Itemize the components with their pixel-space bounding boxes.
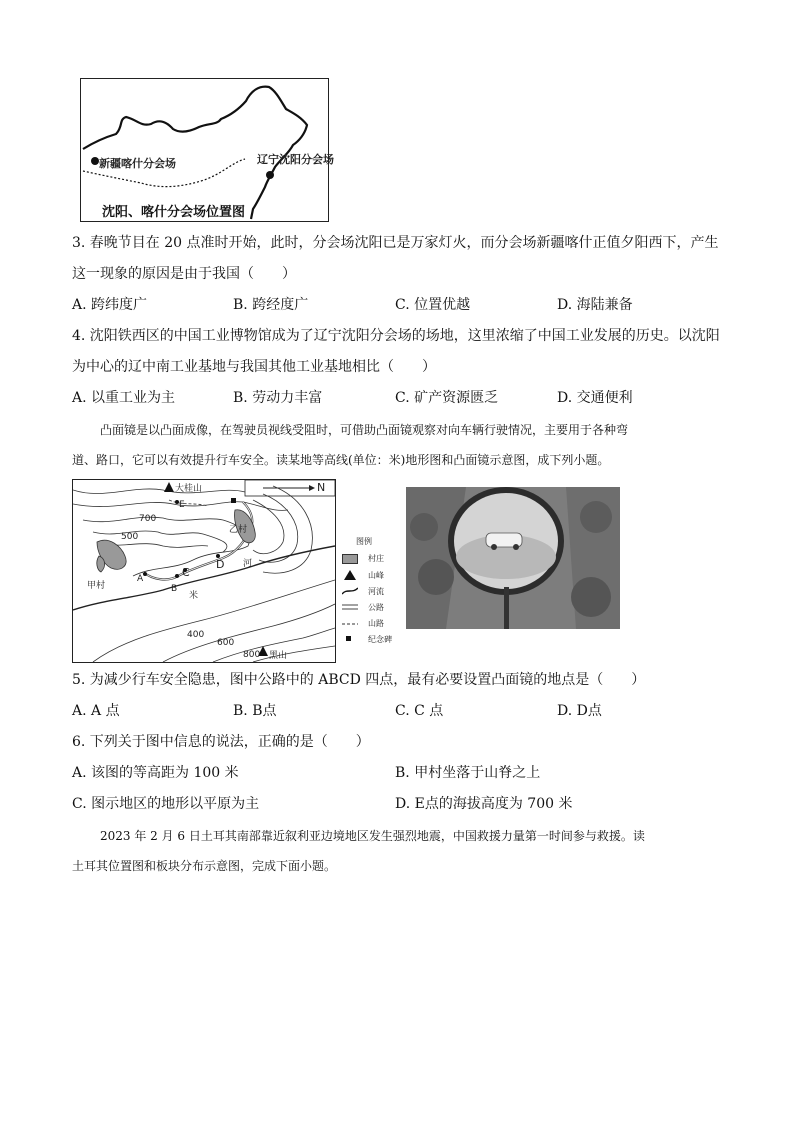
q3-option-d[interactable]: D. 海陆兼备 [557,297,633,313]
point-c-label: C [182,566,190,579]
contour-500: 500 [121,532,139,542]
contour-600: 600 [217,638,235,648]
q6-option-c[interactable]: C. 图示地区的地形以平原为主 [72,796,260,812]
legend-monument-icon [346,636,351,641]
q5-stem: 5. 为减少行车安全隐患，图中公路中的 ABCD 四点，最有必要设置凸面镜的地点是（ ） [72,672,646,688]
label-kashgar: 新疆喀什分会场 [99,157,176,170]
q6-option-d[interactable]: D. E点的海拔高度为 700 米 [395,796,573,812]
intro2-line2: 道、路口，它可以有效提升行车安全。读某地等高线(单位：米)地形图和凸面镜示意图，成下列小题。 [72,453,610,467]
legend-path-icon [342,622,358,626]
q4-option-c[interactable]: C. 矿产资源匮乏 [395,390,499,406]
legend-title: 图例 [356,537,372,546]
intro3-line1: 2023 年 2 月 6 日土耳其南部靠近叙利亚边境地区发生强烈地震，中国救援力量第一时间参与救援。读 [100,829,645,843]
q3-option-a[interactable]: A. 跨纬度广 [72,297,148,313]
q6-stem: 6. 下列关于图中信息的说法，正确的是（ ） [72,734,370,750]
contour-map [72,479,336,663]
china-outline-map [81,79,328,221]
kashgar-marker [91,157,99,165]
q5-option-c[interactable]: C. C 点 [395,703,444,719]
q6-option-a[interactable]: A. 该图的等高距为 100 米 [72,765,239,781]
label-shenyang: 辽宁沈阳分会场 [257,153,334,166]
q4-option-a[interactable]: A. 以重工业为主 [72,390,176,406]
peak-top-icon [164,482,174,492]
contour-800: 800 [243,650,261,660]
q5-option-a[interactable]: A. A 点 [72,703,120,719]
mirror-photo-illustration [406,487,620,629]
map-legend [338,536,408,660]
legend-path: 山路 [368,619,384,628]
q4-option-d[interactable]: D. 交通便利 [557,390,633,406]
q5-option-b[interactable]: B. B点 [233,703,277,719]
intro3-line2: 土耳其位置图和板块分布示意图，完成下面小题。 [72,859,337,873]
point-b-label: B [171,584,178,594]
contour-400: 400 [187,630,205,640]
q6-option-b[interactable]: B. 甲村坐落于山脊之上 [395,765,541,781]
point-e-label: E [179,500,185,510]
q3-option-c[interactable]: C. 位置优越 [395,297,471,313]
shenyang-marker [266,171,274,179]
legend-river-icon [342,586,358,596]
fig1-caption: 沈阳、喀什分会场位置图 [102,205,246,220]
q4-stem-line1: 4. 沈阳铁西区的中国工业博物馆成为了辽宁沈阳分会场的场地，这里浓缩了中国工业发展的历史。以沈阳 [72,328,720,344]
q3-stem-line2: 这一现象的原因是由于我国（ ） [72,266,296,282]
convex-mirror-photo [406,487,620,629]
q5-option-d[interactable]: D. D点 [557,703,602,719]
legend-road-icon [342,604,358,610]
peak-bottom-label: 黑山 [269,651,288,661]
legend-village-swatch [342,554,358,564]
legend-peak-icon [344,570,356,580]
monument-icon [231,498,236,503]
point-a-label: A [137,574,144,584]
river-label: 河 [243,559,253,569]
contour-700: 700 [139,514,157,524]
legend-village: 村庄 [368,554,384,563]
q4-stem-line2: 为中心的辽中南工业基地与我国其他工业基地相比（ ） [72,359,436,375]
north-label: N [317,481,326,494]
q4-option-b[interactable]: B. 劳动力丰富 [233,390,323,406]
legend-river: 河流 [368,587,384,596]
q3-option-b[interactable]: B. 跨经度广 [233,297,309,313]
intro2-line1: 凸面镜是以凸面成像，在驾驶员视线受阻时，可借助凸面镜观察对向车辆行驶情况，主要用于各种弯 [100,423,629,437]
legend-peak: 山峰 [368,571,384,580]
legend-monument: 纪念碑 [368,635,392,644]
peak-top-label: 大桂山 [175,484,203,494]
legend-road: 公路 [368,603,384,612]
village-b-label: 乙村 [229,525,248,535]
village-a-label: 甲村 [87,581,106,591]
river2-label: 米 [189,591,199,601]
q3-stem-line1: 3. 春晚节目在 20 点准时开始，此时，分会场沈阳已是万家灯火，而分会场新疆喀什正值夕阳西下，产生 [72,235,719,251]
point-d-label: D [216,558,225,571]
